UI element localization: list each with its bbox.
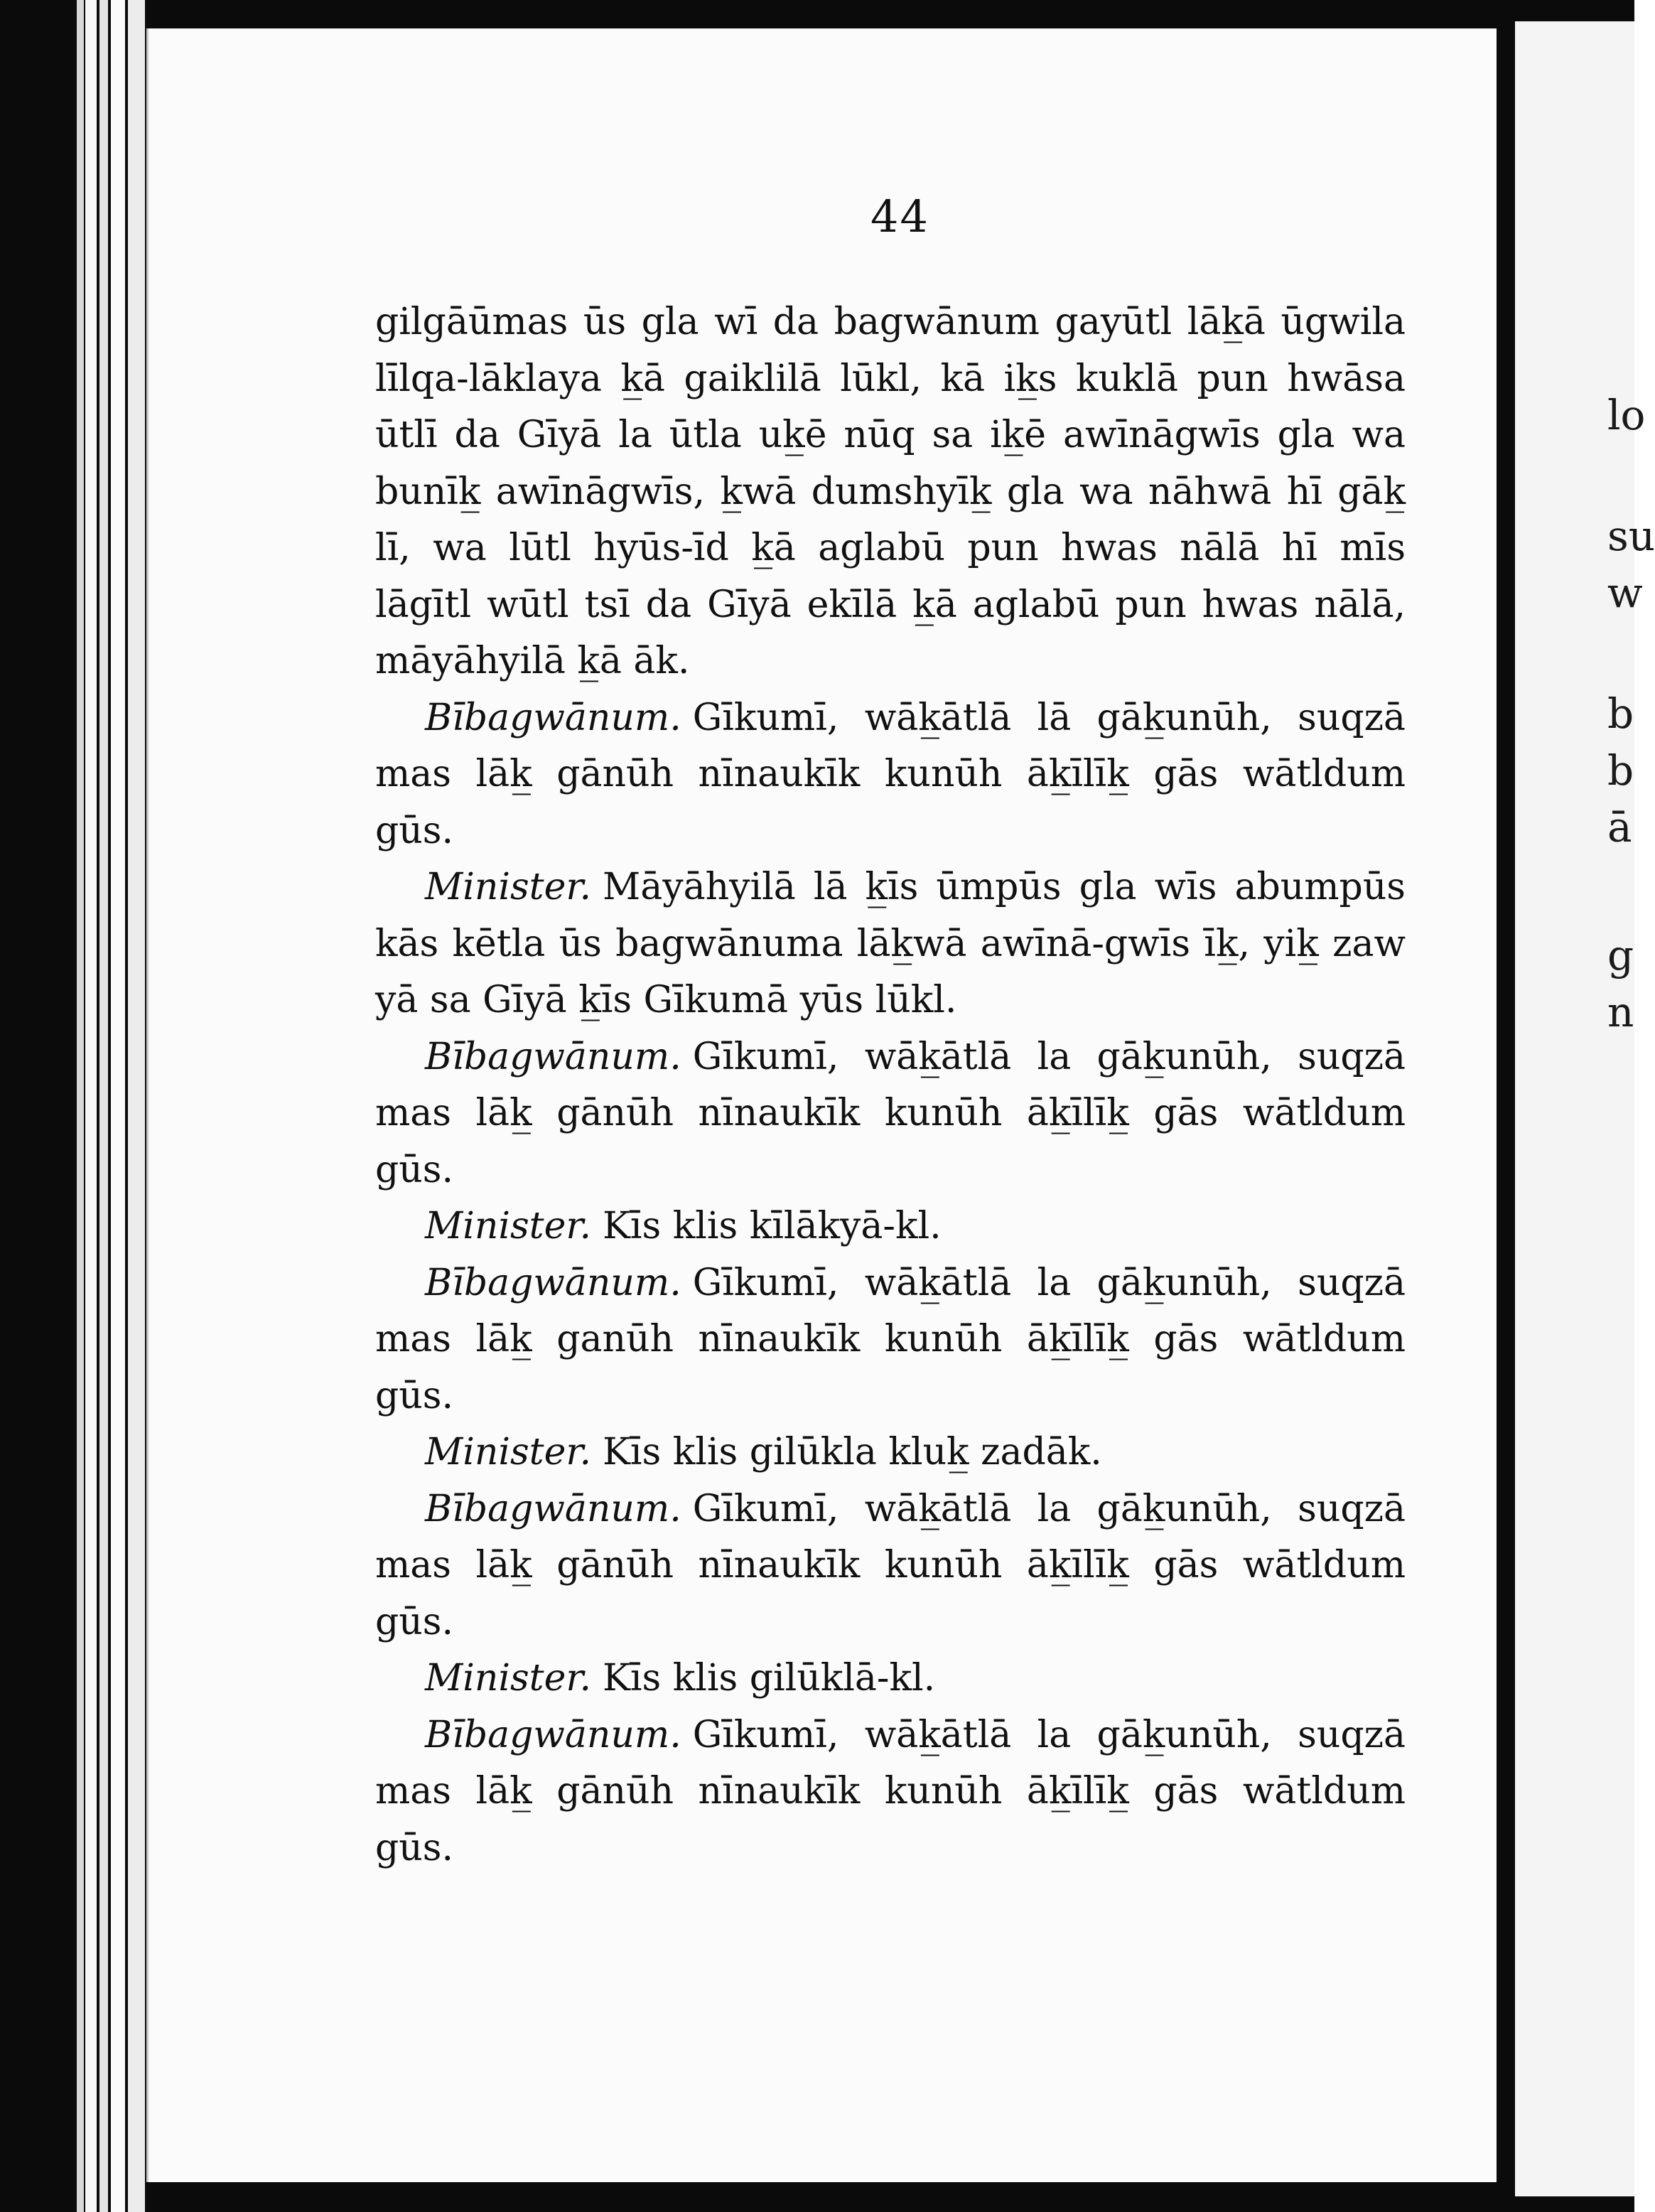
facing-page-fragment: b xyxy=(1607,689,1634,738)
speaker-name: Bībagwānum. xyxy=(425,1487,681,1530)
facing-page xyxy=(1515,21,1655,2196)
facing-page-fragment: g xyxy=(1607,931,1634,979)
paragraph-text: Kīs klis gilūklā-kl. xyxy=(603,1657,936,1700)
page-number: 44 xyxy=(870,190,929,242)
speaker-name: Bībagwānum. xyxy=(425,696,681,739)
facing-page-fragment: lo xyxy=(1607,391,1646,439)
paragraph-text: Gīkumī, wāk̲ātlā la gāk̲unūh, suqzā mas lāk̲ gānūh nīnaukīk kunūh āk̲īlīk̲ gās wātldum gūs. xyxy=(375,1487,1406,1643)
paragraph xyxy=(375,1029,1406,1199)
speaker-name: Minister. xyxy=(425,1431,592,1473)
body-text xyxy=(375,294,1406,1877)
facing-page-fragment: su xyxy=(1607,512,1655,560)
paragraph-text: Māyāhyilā lā k̲īs ūmpūs gla wīs abumpūs kās kētla ūs bagwānuma lāk̲wā awīnā-gwīs īk̲, yik̲ zaw yā sa Gīyā k̲īs Gīkumā yūs lūkl. xyxy=(375,866,1406,1021)
paragraph-text: Gīkumī, wāk̲ātlā la gāk̲unūh, suqzā mas lāk̲ gānūh nīnaukīk kunūh āk̲īlīk̲ gās wātldum gūs. xyxy=(375,1035,1406,1191)
paragraph xyxy=(375,294,1406,690)
paragraph xyxy=(375,1707,1406,1877)
speaker-name: Minister. xyxy=(425,1657,592,1700)
speaker-name: Bībagwānum. xyxy=(425,1713,681,1756)
page-edge xyxy=(85,0,97,2212)
paragraph-text: gilgāūmas ūs gla wī da bagwānum gayūtl lāk̲ā ūgwila līlqa-lāklaya k̲ā gaiklilā lūkl, kā ik̲s kuklā pun hwāsa ūtlī da Gīyā la ūtla uk̲ē nūq sa ik̲ē awīnāgwīs gla wa bunīk̲ awīnāgwīs, k̲wā dumshyīk̲ gla wa nāhwā hī gāk̲ lī, wa lūtl hyūs-īd k̲ā aglabū pun hwas nālā hī mīs lāgītl wūtl tsī da Gīyā ekīlā k̲ā aglabū pun hwas nālā, māyāhyilā k̲ā āk. xyxy=(375,301,1406,682)
facing-page-fragment: n xyxy=(1607,988,1634,1036)
paragraph-text: Gīkumī, wāk̲ātlā la gāk̲unūh, suqzā mas lāk̲ ganūh nīnaukīk kunūh āk̲īlīk̲ gās wātldum gūs. xyxy=(375,1261,1406,1417)
paragraph-text: Kīs klis kīlākyā-kl. xyxy=(603,1205,942,1247)
page-edge xyxy=(99,0,108,2212)
paragraph xyxy=(375,1650,1406,1707)
facing-page-fragment: b xyxy=(1607,746,1634,795)
page-edge xyxy=(111,0,125,2212)
paragraph-text: Gīkumī, wāk̲ātlā la gāk̲unūh, suqzā mas lāk̲ gānūh nīnaukīk kunūh āk̲īlīk̲ gās wātldum gūs. xyxy=(375,1713,1406,1869)
paragraph xyxy=(375,1481,1406,1651)
speaker-name: Minister. xyxy=(425,866,592,908)
paragraph xyxy=(375,1255,1406,1425)
speaker-name: Bībagwānum. xyxy=(425,1261,681,1304)
paragraph-text: Kīs klis gilūkla kluk̲ zadāk. xyxy=(603,1431,1102,1473)
page-edge xyxy=(128,0,145,2212)
facing-page-fragment: ā xyxy=(1607,803,1632,852)
paragraph xyxy=(375,690,1406,860)
paragraph xyxy=(375,1198,1406,1255)
page-edge xyxy=(77,0,84,2212)
facing-page-fragment: w xyxy=(1607,569,1643,617)
speaker-name: Minister. xyxy=(425,1205,592,1247)
paragraph-text: Gīkumī, wāk̲ātlā lā gāk̲unūh, suqzā mas lāk̲ gānūh nīnaukīk kunūh āk̲īlīk̲ gās wātldum gūs. xyxy=(375,696,1406,852)
paragraph xyxy=(375,1424,1406,1481)
paragraph xyxy=(375,859,1406,1029)
speaker-name: Bībagwānum. xyxy=(425,1035,681,1078)
